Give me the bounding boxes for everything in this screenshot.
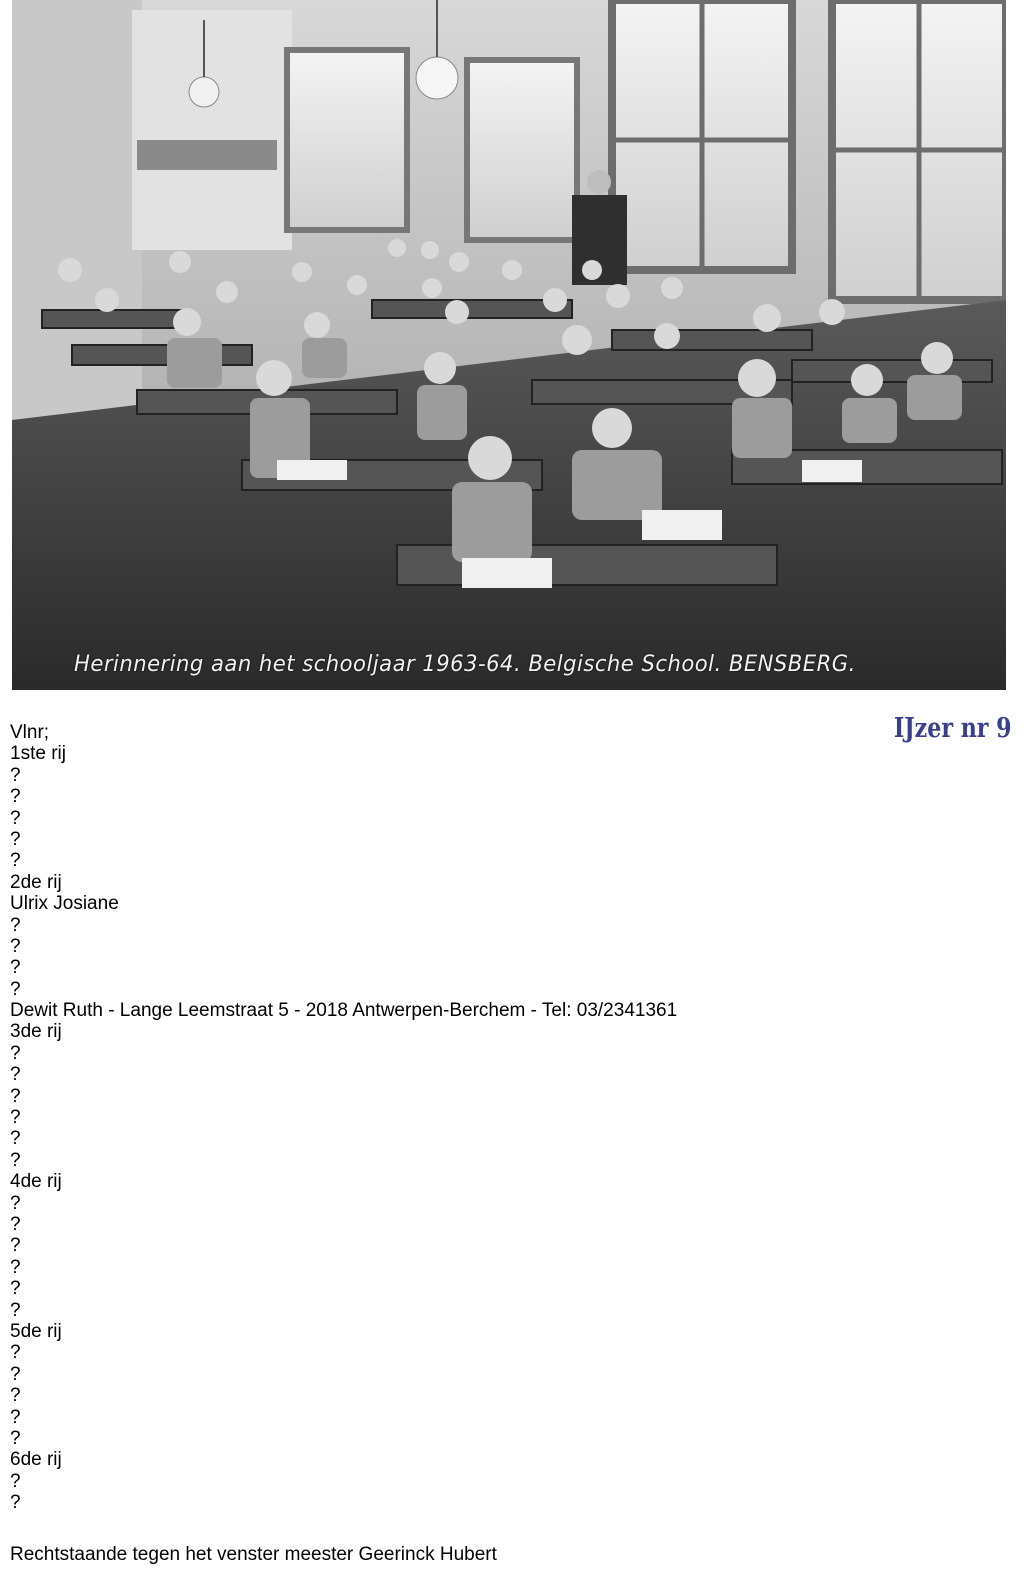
list-item: 3de rij <box>10 1021 62 1043</box>
list-item: ? <box>10 1128 21 1150</box>
list-item: ? <box>10 1492 21 1514</box>
list-item: ? <box>10 1256 21 1278</box>
photo-caption: Herinnering aan het schooljaar 1963-64. Belgische School. BENSBERG. <box>74 652 856 677</box>
list-item: ? <box>10 978 21 1000</box>
list-item: ? <box>10 1235 21 1257</box>
list-item: Ulrix Josiane <box>10 893 119 915</box>
names-list <box>10 722 677 1535</box>
list-item <box>10 1513 677 1534</box>
list-item: Dewit Ruth - Lange Leemstraat 5 - 2018 Antwerpen-Berchem - Tel: 03/2341361 <box>10 1000 678 1022</box>
list-item: ? <box>10 850 21 872</box>
list-item: ? <box>10 807 21 829</box>
list-item: ? <box>10 1299 21 1321</box>
list-item: ? <box>10 957 21 979</box>
list-item: ? <box>10 1064 21 1086</box>
list-item: ? <box>10 1042 21 1064</box>
list-item: ? <box>10 1427 21 1449</box>
list-item: 1ste rij <box>10 743 66 765</box>
class-photo <box>12 0 1006 690</box>
list-item: ? <box>10 1342 21 1364</box>
list-item: ? <box>10 1278 21 1300</box>
list-item: 6de rij <box>10 1449 62 1471</box>
list-item: ? <box>10 1406 21 1428</box>
list-item: ? <box>10 935 21 957</box>
list-item: ? <box>10 786 21 808</box>
list-item: ? <box>10 1085 21 1107</box>
class-photo-illustration <box>12 0 1006 690</box>
list-item: Vlnr; <box>10 722 50 743</box>
list-item: 4de rij <box>10 1171 62 1193</box>
list-item: ? <box>10 828 21 850</box>
list-item: ? <box>10 1192 21 1214</box>
list-item: 2de rij <box>10 871 62 893</box>
list-item: ? <box>10 1149 21 1171</box>
list-item: ? <box>10 1385 21 1407</box>
list-item: ? <box>10 764 21 786</box>
list-item: 5de rij <box>10 1320 62 1342</box>
list-item: ? <box>10 1213 21 1235</box>
teacher-note: Rechtstaande tegen het venster meester Geerinck Hubert <box>10 1544 497 1565</box>
list-item: ? <box>10 1363 21 1385</box>
reference-label: IJzer nr 9 <box>894 713 1012 744</box>
list-item: ? <box>10 914 21 936</box>
list-item: ? <box>10 1470 21 1492</box>
list-item: ? <box>10 1107 21 1129</box>
